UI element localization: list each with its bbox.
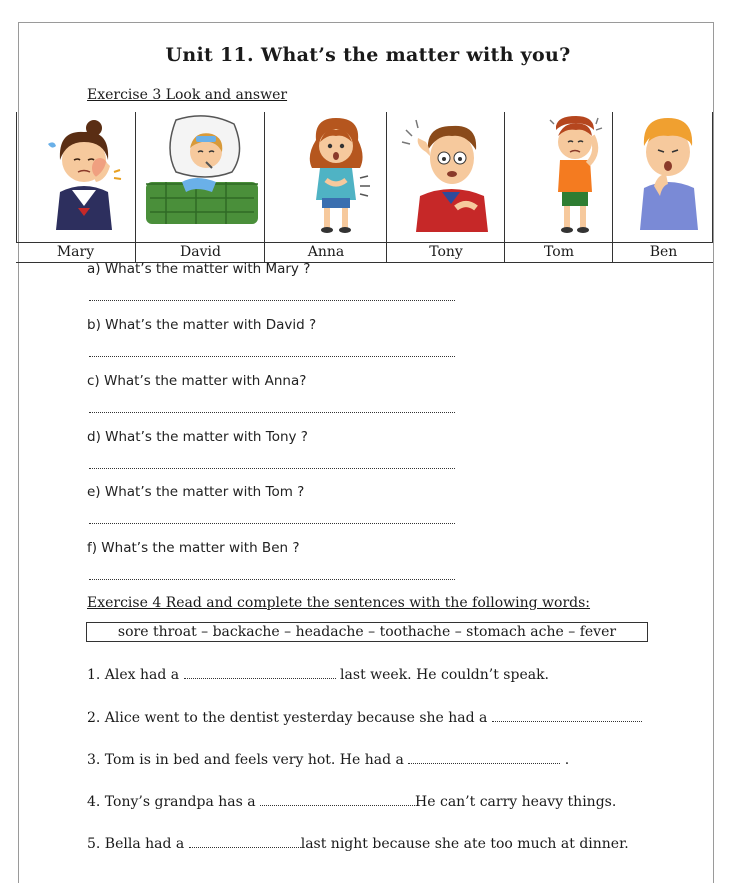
sentence-1-start: 1. Alex had a (87, 667, 184, 683)
sentence-4-start: 4. Tony’s grandpa has a (87, 794, 261, 810)
blank-2[interactable] (492, 709, 642, 722)
name-tony: Tony (386, 243, 505, 262)
blank-3[interactable] (408, 751, 560, 764)
table-border (386, 112, 387, 242)
table-border (504, 112, 505, 242)
table-border (264, 112, 265, 242)
sentence-5 (87, 835, 629, 852)
answer-line-c[interactable] (89, 412, 455, 413)
tom-fever-illustration (530, 112, 620, 242)
question-f: f) What’s the matter with Ben ? (87, 540, 300, 556)
answer-line-d[interactable] (89, 468, 455, 469)
question-c: c) What’s the matter with Anna? (87, 373, 307, 389)
question-e: e) What’s the matter with Tom ? (87, 484, 305, 500)
sentence-5-end: last night because she ate too much at dinner. (300, 836, 629, 852)
sentence-3-start: 3. Tom is in bed and feels very hot. He had a (87, 752, 409, 768)
word-bank: sore throat – backache – headache – toothache – stomach ache – fever (86, 622, 648, 642)
question-b: b) What’s the matter with David ? (87, 317, 317, 333)
answer-line-a[interactable] (89, 300, 455, 301)
answer-line-e[interactable] (89, 523, 455, 524)
sentence-3 (87, 751, 569, 768)
sentence-4 (87, 793, 616, 810)
table-border (612, 112, 613, 242)
sentence-4-end: He can’t carry heavy things. (415, 794, 617, 810)
page-title: Unit 11. What’s the matter with you? (165, 44, 571, 66)
table-border (135, 112, 136, 242)
sentence-3-end: . (560, 752, 570, 768)
answer-line-f[interactable] (89, 579, 455, 580)
mary-toothache-illustration (34, 112, 134, 242)
tony-headache-illustration (396, 112, 506, 242)
name-david: David (135, 243, 265, 262)
exercise-3-heading: Exercise 3 Look and answer (87, 87, 288, 103)
david-fever-illustration (136, 112, 266, 242)
sentence-5-start: 5. Bella had a (87, 836, 189, 852)
name-ben: Ben (612, 243, 714, 262)
sentence-1 (87, 666, 549, 683)
answer-line-b[interactable] (89, 356, 455, 357)
name-anna: Anna (264, 243, 387, 262)
sentence-1-end: last week. He couldn’t speak. (335, 667, 550, 683)
blank-4[interactable] (260, 793, 415, 806)
sentence-2-start: 2. Alice went to the dentist yesterday because she had a (87, 710, 492, 726)
illustration-strip (16, 112, 713, 262)
blank-5[interactable] (189, 835, 301, 848)
name-mary: Mary (56, 244, 95, 260)
table-border (712, 112, 713, 242)
table-border (16, 112, 17, 242)
question-d: d) What’s the matter with Tony ? (87, 429, 308, 445)
question-a: a) What’s the matter with Mary ? (87, 261, 311, 277)
names-row (16, 242, 713, 263)
blank-1[interactable] (184, 666, 336, 679)
exercise-4-heading: Exercise 4 Read and complete the sentences with the following words: (87, 595, 591, 611)
sentence-2 (87, 709, 642, 726)
ben-sore-throat-illustration (624, 112, 710, 242)
name-tom: Tom (504, 243, 613, 262)
anna-stomachache-illustration (286, 112, 386, 242)
